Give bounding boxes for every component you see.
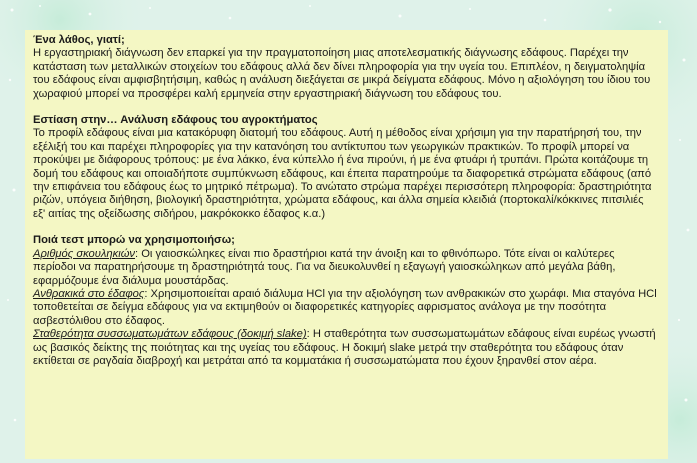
test-item-carbonates [33,288,658,328]
test-description: : Οι γαιοσκώληκες είναι πιο δραστήριοι κατά την άνοιξη και το φθινόπωρο. Τότε είναι οι καλύτερες περίοδοι να παρατηρήσουμε τη δραστηριότητά τους. Για να διευκολυνθεί η εξαγωγή γαιοσκώληκων από μεγάλα βάθη, εφαρμόζουμε ένα διάλυμα μουστάρδας. [33,247,616,287]
test-item-earthworms [33,248,658,288]
content-panel [25,30,668,459]
section-paragraph: Η εργαστηριακή διάγνωση δεν επαρκεί για την πραγματοποίηση μιας αποτελεσματικής διάγνωσης εδάφους. Παρέχει την κατάσταση των μεταλλικών στοιχείων του εδάφους αλλά δεν δίνει πληροφορία για την υγεία του. Επιπλέον, η δειγματοληψία του εδάφους είναι αμφισβητήσιμη, καθώς η ανάλυση διεξάγεται σε μικρά δείγματα εδάφους. Μόνο η αξιολόγηση του ίδιου του χωραφιού μπορεί να προσφέρει καλή ερμηνεία στην εργαστηριακή διάγνωση του εδάφους του. [33,47,651,100]
section-why-error [33,34,658,101]
section-heading: Εστίαση στην… Ανάλυση εδάφους του αγροκτήματος [33,114,318,127]
test-term: Ανθρακικά στο έδαφος [33,287,145,300]
test-term: Σταθερότητα συσσωματωμάτων εδάφους (δοκιμή slake) [33,328,307,341]
section-paragraph: Το προφίλ εδάφους είναι μια κατακόρυφη διατομή του εδάφους. Αυτή η μέθοδος είναι χρήσιμη για την παρατήρησή του, την εξέλιξή του και παρέχει πληροφορίες για την κατανόηση του αντίκτυπου των γεωργικών πρακτικών. Το προφίλ μπορεί να προκύψει με διάφορους τρόπους: με ένα λάκκο, ένα κύπελλο ή ένα πιρούνι, ή με ένα φτυάρι ή τρυπάνι. Πρώτα κοιτάζουμε τη δομή του εδάφους και οποιαδήποτε συμπύκνωση εδάφους, και έπειτα παρατηρούμε τα διαφορετικά στρώματα εδάφους (από την επιφάνεια του εδάφους έως το μητρικό πέτρωμα). Το ανώτατο στρώμα παρέχει περισσότερη πληροφορία: δραστηριότητα ριζών, υπόγεια διήθηση, βιολογική δραστηριότητα, χρώματα εδάφους, και άλλα σημεία κλειδιά (πορτοκαλί/κόκκινες πιτσιλιές εξ' αιτίας της οξείδωσης σιδήρου, μακρόκοκκο έδαφος κ.α.) [33,127,652,220]
section-farm-soil-analysis [33,114,658,221]
test-description: : Η σταθερότητα των συσσωματωμάτων εδάφους είναι ευρέως γνωστή ως βασικός δείκτης της ποιότητας και της υγείας του εδάφους. Η δοκιμή slake μετρά την σταθερότητα του εδάφους όταν εκτίθεται σε ραγδαία διαβροχή και μετράται από τα κομματάκια ή συσσωματώματα που έχουν ξηρανθεί στον αέρα. [33,328,656,367]
section-heading: Ποιά τεστ μπορώ να χρησιμοποιήσω; [33,234,235,247]
test-description: : Χρησιμοποιείται αραιό διάλυμα HCl για την αξιολόγηση των ανθρακικών στο χωράφι. Μια σταγόνα HCl τοποθετείται σε δείγμα εδάφους για να εκτιμηθούν οι διαφορετικές κατηγορίες αφρισματος ανάλογα με την ποσότητα ασβεστόλιθου στο έδαφος. [33,287,657,327]
section-heading: Ένα λάθος, γιατί; [33,34,125,46]
section-tests [33,234,658,368]
test-term: Αριθμός σκουληκιών [33,247,136,260]
test-item-slake [33,328,658,368]
